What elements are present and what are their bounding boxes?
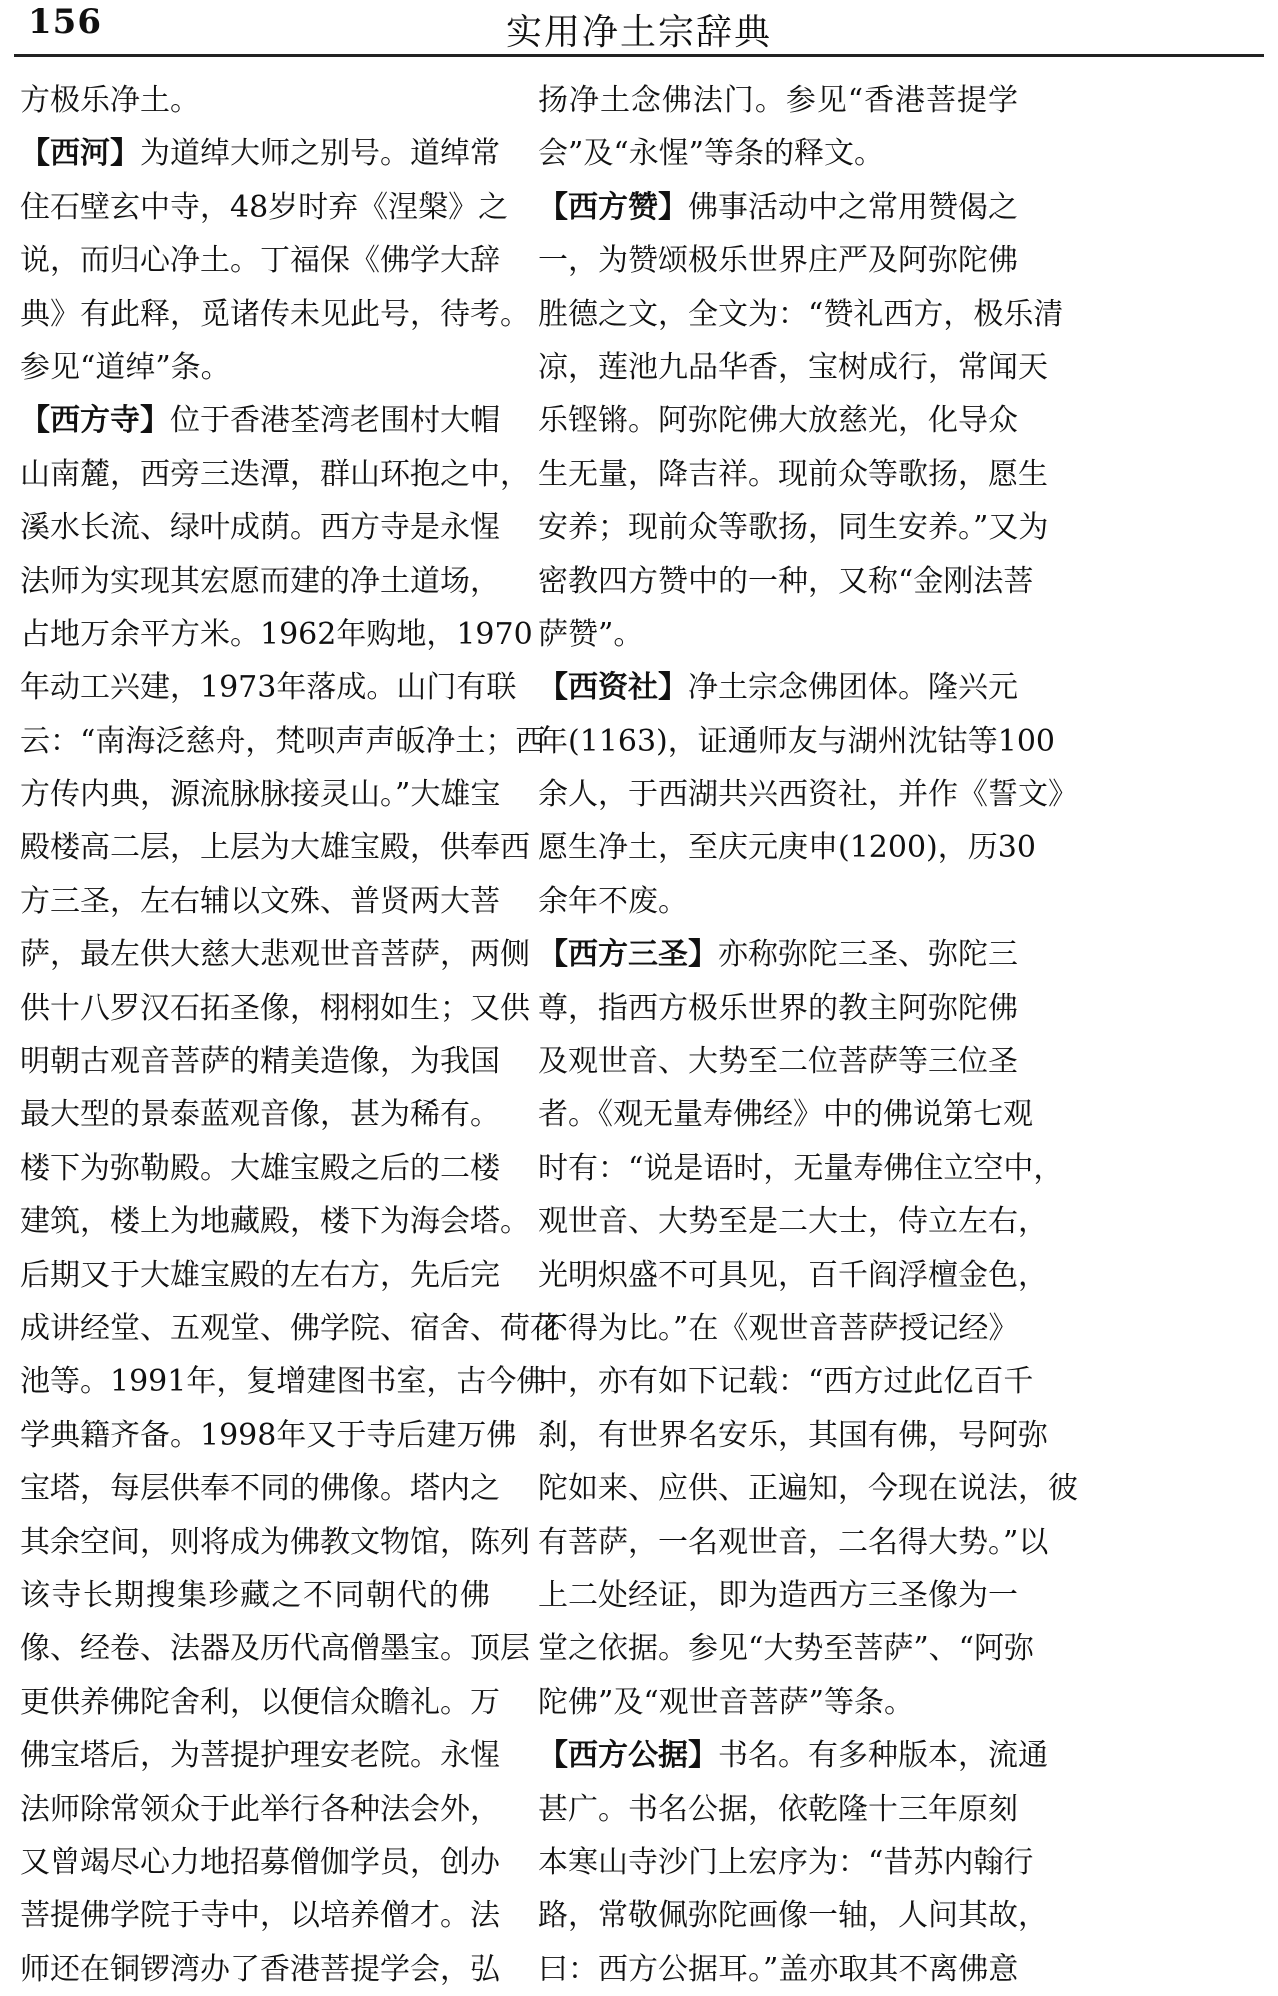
text-line bbox=[20, 608, 533, 661]
text-line bbox=[538, 1569, 1018, 1622]
text-line bbox=[20, 1569, 490, 1622]
line-text: 为道绰大师之别号。道绰常 bbox=[140, 136, 500, 172]
text-line bbox=[20, 181, 509, 234]
text-line bbox=[20, 1516, 530, 1569]
text-line bbox=[20, 715, 546, 768]
entry-headword: 【西资社】 bbox=[538, 670, 688, 706]
text-line bbox=[20, 501, 500, 554]
line-text: 甚广。书名公据，依乾隆十三年原刻 bbox=[538, 1791, 1018, 1827]
text-line bbox=[20, 1836, 500, 1889]
text-line bbox=[538, 341, 1048, 394]
header-rule bbox=[14, 54, 1264, 57]
line-text: 年动工兴建，1973年落成。山门有联 bbox=[20, 670, 517, 706]
text-line bbox=[20, 661, 517, 714]
line-text: 法师除常领众于此举行各种法会外， bbox=[20, 1791, 500, 1827]
line-text: 菩提佛学院于寺中，以培养僧才。法 bbox=[20, 1898, 500, 1934]
text-line bbox=[538, 608, 1018, 661]
line-text: 净土宗念佛团体。隆兴元 bbox=[688, 670, 1018, 706]
line-text: 书名。有多种版本，流通 bbox=[718, 1738, 1048, 1774]
text-line bbox=[20, 341, 490, 394]
line-text: 像、经卷、法器及历代高僧墨宝。顶层 bbox=[20, 1631, 530, 1667]
text-line bbox=[20, 234, 500, 287]
line-text: 年(1163)，证通师友与湖州沈钴等100 bbox=[538, 723, 1056, 759]
text-line bbox=[538, 1943, 1018, 1996]
text-line bbox=[538, 1035, 1018, 1088]
text-line bbox=[538, 288, 1064, 341]
text-line bbox=[538, 234, 1018, 287]
line-text: 池等。1991年，复增建图书室，古今佛 bbox=[20, 1364, 547, 1400]
text-line bbox=[20, 1622, 530, 1675]
text-line bbox=[538, 501, 1049, 554]
text-line bbox=[538, 1516, 1049, 1569]
right-column bbox=[538, 74, 1078, 1996]
line-text: 供十八罗汉石拓圣像，栩栩如生；又供 bbox=[20, 990, 530, 1026]
line-text: 殿楼高二层，上层为大雄宝殿，供奉西 bbox=[20, 830, 530, 866]
text-line bbox=[20, 1302, 560, 1355]
line-text: 占地万余平方米。1962年购地，1970 bbox=[20, 616, 533, 652]
text-line bbox=[538, 1462, 1078, 1515]
line-text: 最大型的景泰蓝观音像，甚为稀有。 bbox=[20, 1097, 500, 1133]
line-text: 凉，莲池九品华香，宝树成行，常闻天 bbox=[538, 349, 1048, 385]
line-text: 会”及“永惺”等条的释文。 bbox=[538, 136, 885, 172]
entry-headword: 【西方寺】 bbox=[20, 403, 170, 439]
line-text: 明朝古观音菩萨的精美造像，为我国 bbox=[20, 1044, 500, 1080]
line-text: 生无量，降吉祥。现前众等歌扬，愿生 bbox=[538, 456, 1048, 492]
page-number: 156 bbox=[28, 2, 102, 42]
line-text: 溪水长流、绿叶成荫。西方寺是永惺 bbox=[20, 510, 500, 546]
line-text: 该寺长期搜集珍藏之不同朝代的佛 bbox=[20, 1577, 490, 1613]
line-text: 学典籍齐备。1998年又于寺后建万佛 bbox=[20, 1417, 517, 1453]
line-text: 尊，指西方极乐世界的教主阿弥陀佛 bbox=[538, 990, 1018, 1026]
line-text: 观世音、大势至是二大士，侍立左右， bbox=[538, 1204, 1048, 1240]
entry-headword: 【西方三圣】 bbox=[538, 937, 718, 973]
text-line bbox=[20, 1035, 500, 1088]
line-text: 师还在铜锣湾办了香港菩提学会，弘 bbox=[20, 1951, 500, 1987]
text-line bbox=[20, 1142, 500, 1195]
left-column bbox=[20, 74, 560, 1996]
line-text: 不得为比。”在《观世音菩萨授记经》 bbox=[538, 1310, 1019, 1346]
text-line bbox=[20, 127, 500, 180]
text-line bbox=[538, 448, 1048, 501]
line-text: 又曾竭尽心力地招募僧伽学员，创办 bbox=[20, 1844, 500, 1880]
text-line bbox=[538, 1195, 1048, 1248]
text-line bbox=[20, 555, 500, 608]
text-line bbox=[20, 928, 530, 981]
text-line bbox=[538, 394, 1018, 447]
line-text: 余人，于西湖共兴西资社，并作《誓文》 bbox=[538, 777, 1078, 813]
text-line bbox=[538, 127, 1018, 180]
text-line bbox=[20, 1355, 547, 1408]
line-text: 方极乐净土。 bbox=[20, 83, 200, 118]
line-text: 曰：西方公据耳。”盖亦取其不离佛意 bbox=[538, 1951, 1019, 1987]
line-text: 参见“道绰”条。 bbox=[20, 349, 231, 385]
text-line bbox=[538, 1783, 1018, 1836]
line-text: 胜德之文，全文为：“赞礼西方，极乐清 bbox=[538, 296, 1064, 332]
text-line bbox=[538, 715, 1056, 768]
line-text: 上二处经证，即为造西方三圣像为一 bbox=[538, 1577, 1018, 1613]
text-line bbox=[20, 448, 530, 501]
line-text: 时有：“说是语时，无量寿佛住立空中， bbox=[538, 1150, 1064, 1186]
line-text: 萨，最左供大慈大悲观世音菩萨，两侧 bbox=[20, 937, 530, 973]
line-text: 法师为实现其宏愿而建的净土道场， bbox=[20, 563, 500, 599]
text-line bbox=[538, 1088, 1033, 1141]
line-text: 更供养佛陀舍利，以便信众瞻礼。万 bbox=[20, 1684, 500, 1720]
line-text: 说，而归心净土。丁福保《佛学大辞 bbox=[20, 243, 500, 279]
line-text: 有菩萨，一名观世音，二名得大势。”以 bbox=[538, 1524, 1049, 1560]
entry-headword: 【西方赞】 bbox=[538, 189, 688, 225]
line-text: 住石壁玄中寺，48岁时弃《涅槃》之 bbox=[20, 189, 509, 225]
line-text: 建筑，楼上为地藏殿，楼下为海会塔。 bbox=[20, 1204, 530, 1240]
text-line bbox=[20, 768, 501, 821]
text-line bbox=[20, 1783, 500, 1836]
line-text: 位于香港荃湾老围村大帽 bbox=[170, 403, 500, 439]
text-line bbox=[538, 74, 1018, 127]
text-line bbox=[538, 928, 1018, 981]
line-text: 典》有此释，觅诸传未见此号，待考。 bbox=[20, 296, 530, 332]
line-text: 佛事活动中之常用赞偈之 bbox=[688, 189, 1018, 225]
text-line bbox=[20, 1943, 500, 1996]
text-line bbox=[20, 1462, 500, 1515]
text-line bbox=[538, 982, 1018, 1035]
text-line bbox=[20, 288, 530, 341]
text-line bbox=[538, 1142, 1064, 1195]
line-text: 密教四方赞中的一种，又称“金刚法菩 bbox=[538, 563, 1034, 599]
text-line bbox=[538, 1676, 1018, 1729]
line-text: 陀如来、应供、正遍知，今现在说法，彼 bbox=[538, 1471, 1078, 1507]
line-text: 陀佛”及“观世音菩萨”等条。 bbox=[538, 1684, 915, 1720]
line-text: 方三圣，左右辅以文殊、普贤两大菩 bbox=[20, 883, 500, 919]
line-text: 路，常敬佩弥陀画像一轴，人问其故， bbox=[538, 1898, 1048, 1934]
text-line bbox=[538, 768, 1078, 821]
text-line bbox=[20, 1088, 500, 1141]
line-text: 扬净土念佛法门。参见“香港菩提学 bbox=[538, 83, 1018, 118]
text-line bbox=[538, 181, 1018, 234]
line-text: 乐铿锵。阿弥陀佛大放慈光，化导众 bbox=[538, 403, 1018, 439]
line-text: 云：“南海泛慈舟，梵呗声声皈净土；西 bbox=[20, 723, 546, 759]
page-header bbox=[0, 0, 1278, 60]
line-text: 萨赞”。 bbox=[538, 616, 644, 652]
text-line bbox=[538, 661, 1018, 714]
line-text: 安养；现前众等歌扬，同生安养。”又为 bbox=[538, 510, 1049, 546]
line-text: 及观世音、大势至二位菩萨等三位圣 bbox=[538, 1044, 1018, 1080]
text-line bbox=[538, 1249, 1048, 1302]
line-text: 堂之依据。参见“大势至菩萨”、“阿弥 bbox=[538, 1631, 1035, 1667]
line-text: 山南麓，西旁三迭潭，群山环抱之中， bbox=[20, 456, 530, 492]
entry-headword: 【西方公据】 bbox=[538, 1738, 718, 1774]
text-line bbox=[538, 555, 1034, 608]
text-line bbox=[538, 875, 1018, 928]
text-line bbox=[538, 1302, 1018, 1355]
line-text: 亦称弥陀三圣、弥陀三 bbox=[718, 937, 1018, 973]
line-text: 后期又于大雄宝殿的左右方，先后完 bbox=[20, 1257, 500, 1293]
text-line bbox=[20, 1729, 500, 1782]
text-line bbox=[538, 1729, 1048, 1782]
line-text: 者。《观无量寿佛经》中的佛说第七观 bbox=[538, 1097, 1033, 1133]
text-line bbox=[20, 74, 490, 127]
line-text: 成讲经堂、五观堂、佛学院、宿舍、荷花 bbox=[20, 1310, 560, 1346]
text-line bbox=[20, 982, 530, 1035]
entry-headword: 【西河】 bbox=[20, 136, 140, 172]
line-text: 方传内典，源流脉脉接灵山。”大雄宝 bbox=[20, 777, 501, 813]
line-text: 一，为赞颂极乐世界庄严及阿弥陀佛 bbox=[538, 243, 1018, 279]
text-line bbox=[20, 1249, 500, 1302]
text-line bbox=[538, 1836, 1034, 1889]
text-line bbox=[538, 1409, 1048, 1462]
text-line bbox=[538, 1622, 1035, 1675]
line-text: 余年不废。 bbox=[538, 883, 688, 919]
text-line bbox=[20, 1409, 517, 1462]
line-text: 中，亦有如下记载：“西方过此亿百千 bbox=[538, 1364, 1034, 1400]
line-text: 其余空间，则将成为佛教文物馆，陈列 bbox=[20, 1524, 530, 1560]
line-text: 刹，有世界名安乐，其国有佛，号阿弥 bbox=[538, 1417, 1048, 1453]
line-text: 佛宝塔后，为菩提护理安老院。永惺 bbox=[20, 1738, 500, 1774]
text-line bbox=[20, 821, 530, 874]
text-line bbox=[20, 1676, 500, 1729]
line-text: 楼下为弥勒殿。大雄宝殿之后的二楼 bbox=[20, 1150, 500, 1186]
line-text: 愿生净土，至庆元庚申(1200)，历30 bbox=[538, 830, 1036, 866]
text-line bbox=[20, 875, 500, 928]
text-line bbox=[538, 821, 1036, 874]
text-line bbox=[20, 394, 500, 447]
line-text: 光明炽盛不可具见，百千阎浮檀金色， bbox=[538, 1257, 1048, 1293]
text-line bbox=[538, 1889, 1048, 1942]
text-line bbox=[20, 1889, 500, 1942]
line-text: 本寒山寺沙门上宏序为：“昔苏内翰行 bbox=[538, 1844, 1034, 1880]
text-line bbox=[20, 1195, 530, 1248]
running-title: 实用净土宗辞典 bbox=[505, 12, 772, 53]
text-line bbox=[538, 1355, 1034, 1408]
line-text: 宝塔，每层供奉不同的佛像。塔内之 bbox=[20, 1471, 500, 1507]
